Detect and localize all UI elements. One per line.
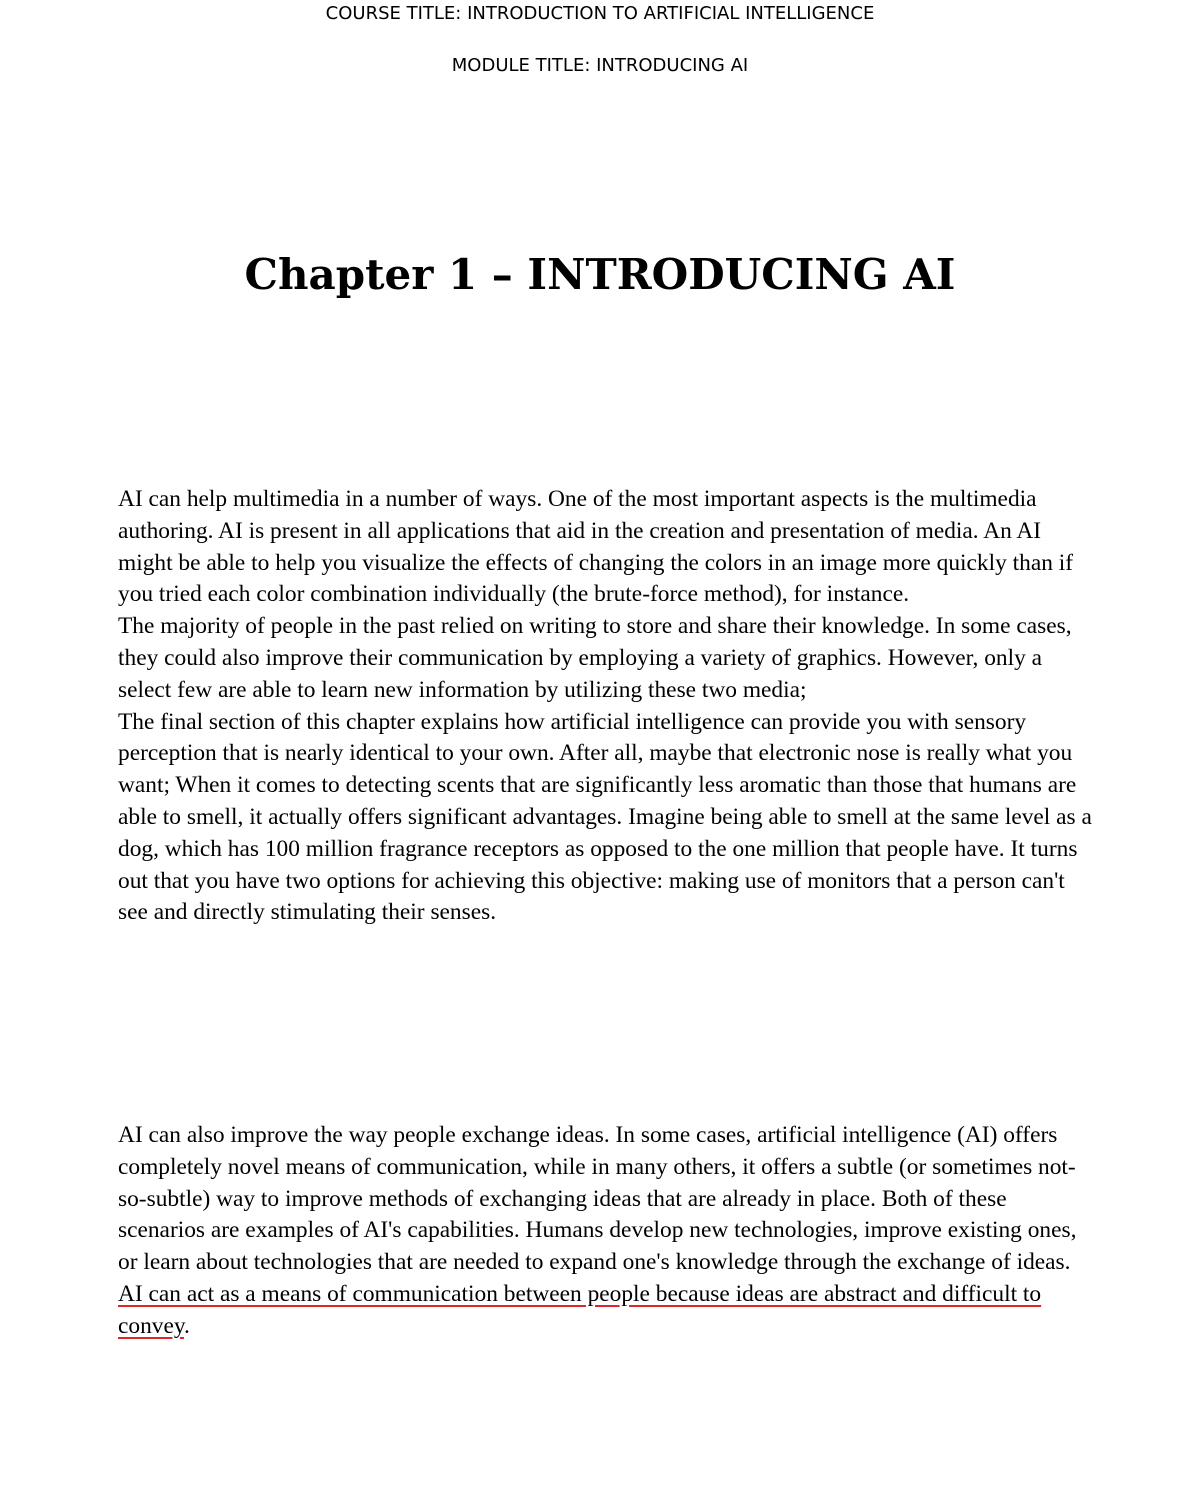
paragraph-2: The majority of people in the past relied on writing to store and share their knowledge. In some cases, they could also improve their communication by employing a variety of graphics. However, only a select few are able to learn new information by utilizing these two media; — [118, 613, 1072, 703]
body-text-block-2 — [118, 1120, 1098, 1343]
module-title: MODULE TITLE: INTRODUCING AI — [451, 55, 749, 76]
paragraph-4-end: . — [184, 1312, 190, 1339]
paragraph-1: AI can help multimedia in a number of ways. One of the most important aspects is the multimedia authoring. AI is present in all applications that aid in the creation and presentation of media. An AI might be able to help you visualize the effects of changing the colors in an image more quickly than if you tried each color combination individually (the brute-force method), for instance. — [118, 486, 1074, 608]
underlined-sentence: AI can act as a means of communication between people because ideas are abstract and difficult to convey — [118, 1280, 1042, 1339]
paragraph-4 — [118, 1120, 1098, 1343]
chapter-title: Chapter 1 – INTRODUCING AI — [244, 250, 956, 299]
body-text-block-1 — [118, 484, 1098, 929]
paragraph-4-text: AI can also improve the way people exchange ideas. In some cases, artificial intelligence (AI) offers completely novel means of communication, while in many others, it offers a subtle (or sometimes not-so-subtle) way to improve methods of exchanging ideas that are already in place. Both of these scenarios are examples of AI's capabilities. Humans develop new technologies, improve existing ones, or learn about technologies that are needed to expand one's knowledge through the exchange of ideas. — [118, 1122, 1077, 1276]
paragraph-3: The final section of this chapter explains how artificial intelligence can provide you with sensory perception that is nearly identical to your own. After all, maybe that electronic nose is really what you want; When it comes to detecting scents that are significantly less aromatic than those that humans are able to smell, it actually offers significant advantages. Imagine being able to smell at the same level as a dog, which has 100 million fragrance receptors as opposed to the one million that people have. It turns out that you have two options for achieving this objective: making use of monitors that a person can't see and directly stimulating their senses. — [118, 708, 1092, 926]
course-title: COURSE TITLE: INTRODUCTION TO ARTIFICIAL INTELLIGENCE — [325, 3, 875, 24]
